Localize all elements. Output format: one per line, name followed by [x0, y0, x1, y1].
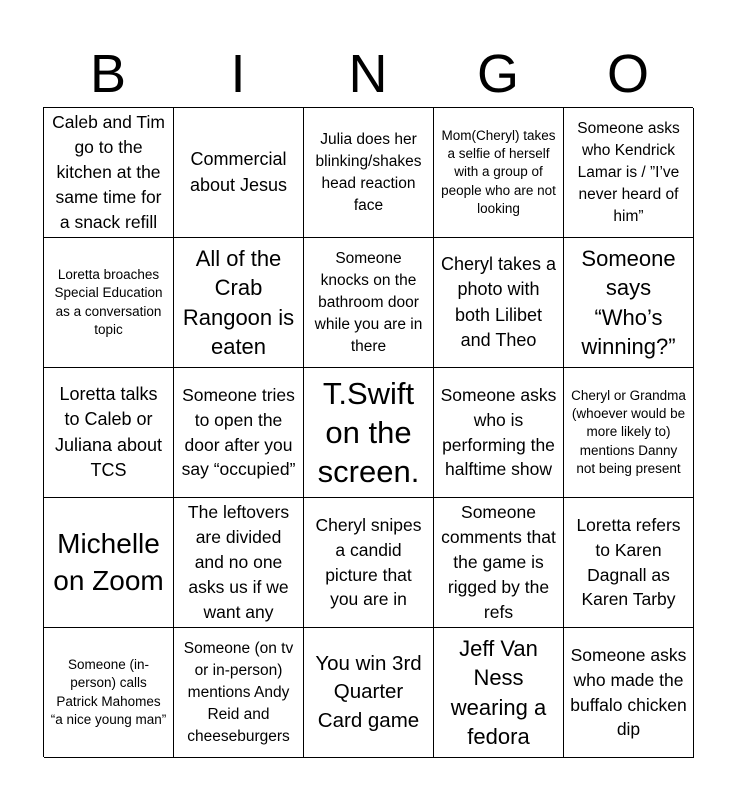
cell-text: Jeff Van Ness wearing a fedora — [450, 636, 547, 749]
cell-text: Cheryl snipes a candid picture that you are in — [315, 514, 422, 610]
bingo-cell[interactable] — [174, 368, 304, 498]
bingo-cell[interactable] — [304, 498, 434, 628]
bingo-cell[interactable] — [44, 628, 174, 758]
cell-text: You win 3rd Quarter Card game — [315, 652, 422, 732]
cell-text: Someone tries to open the door after you say “occupied” — [181, 384, 296, 480]
cell-text: Cheryl takes a photo with both Lilibet and Theo — [440, 254, 557, 350]
bingo-cell[interactable] — [304, 628, 434, 758]
bingo-cell[interactable] — [44, 238, 174, 368]
bingo-cell[interactable] — [174, 108, 304, 238]
bingo-cell[interactable] — [44, 108, 174, 238]
bingo-cell[interactable] — [434, 498, 564, 628]
bingo-cell[interactable] — [174, 498, 304, 628]
cell-text: Someone (in-person) calls Patrick Mahomes “a nice young man” — [50, 657, 167, 727]
bingo-cell[interactable] — [174, 628, 304, 758]
cell-text: Loretta broaches Special Education as a conversation topic — [54, 267, 163, 337]
cell-text: Commercial about Jesus — [189, 149, 288, 195]
cell-text: Someone asks who is performing the halftime show — [440, 384, 557, 480]
header-letter-i: I — [230, 44, 246, 104]
cell-text: T.Swift on the screen. — [317, 375, 420, 490]
bingo-cell[interactable] — [44, 368, 174, 498]
cell-text: Julia does her blinking/shakes head reaction face — [315, 130, 422, 214]
bingo-grid — [43, 107, 693, 757]
cell-text: Mom(Cheryl) takes a selfie of herself with a group of people who are not looking — [441, 127, 556, 216]
bingo-cell[interactable] — [564, 628, 694, 758]
cell-text: Someone comments that the game is rigged by the refs — [441, 502, 556, 622]
bingo-cell[interactable] — [434, 108, 564, 238]
header-letter-n: N — [348, 44, 388, 104]
bingo-cell[interactable] — [434, 238, 564, 368]
cell-text: The leftovers are divided and no one asks us if we want any — [187, 502, 290, 622]
bingo-cell[interactable] — [304, 368, 434, 498]
cell-text: Someone asks who made the buffalo chicken dip — [570, 644, 687, 740]
bingo-cell[interactable] — [564, 238, 694, 368]
cell-text: Caleb and Tim go to the kitchen at the same time for a snack refill — [52, 112, 165, 232]
bingo-cell[interactable] — [564, 368, 694, 498]
header-letter-o: O — [606, 44, 649, 104]
bingo-cell[interactable] — [304, 108, 434, 238]
bingo-cell[interactable] — [434, 368, 564, 498]
bingo-cell[interactable] — [564, 108, 694, 238]
cell-text: Cheryl or Grandma (whoever would be more likely to) mentions Danny not being present — [571, 387, 686, 476]
bingo-cell[interactable] — [564, 498, 694, 628]
cell-text: Someone (on tv or in-person) mentions Andy Reid and cheeseburgers — [183, 639, 294, 745]
cell-text: Michelle on Zoom — [53, 527, 164, 596]
bingo-header — [43, 40, 693, 108]
bingo-cell[interactable] — [304, 238, 434, 368]
bingo-cell[interactable] — [44, 498, 174, 628]
cell-text: Loretta talks to Caleb or Juliana about TCS — [54, 384, 163, 480]
header-letter-g: G — [476, 44, 519, 104]
bingo-cell[interactable] — [434, 628, 564, 758]
cell-text: All of the Crab Rangoon is eaten — [182, 246, 295, 359]
cell-text: Someone says “Who’s winning?” — [581, 246, 676, 359]
header-letter-b: B — [89, 44, 127, 104]
cell-text: Someone knocks on the bathroom door while you are in there — [314, 249, 423, 355]
cell-text: Loretta refers to Karen Dagnall as Karen Tarby — [576, 514, 681, 610]
cell-text: Someone asks who Kendrick Lamar is / ”I’ve never heard of him” — [577, 119, 680, 225]
bingo-cell[interactable] — [174, 238, 304, 368]
